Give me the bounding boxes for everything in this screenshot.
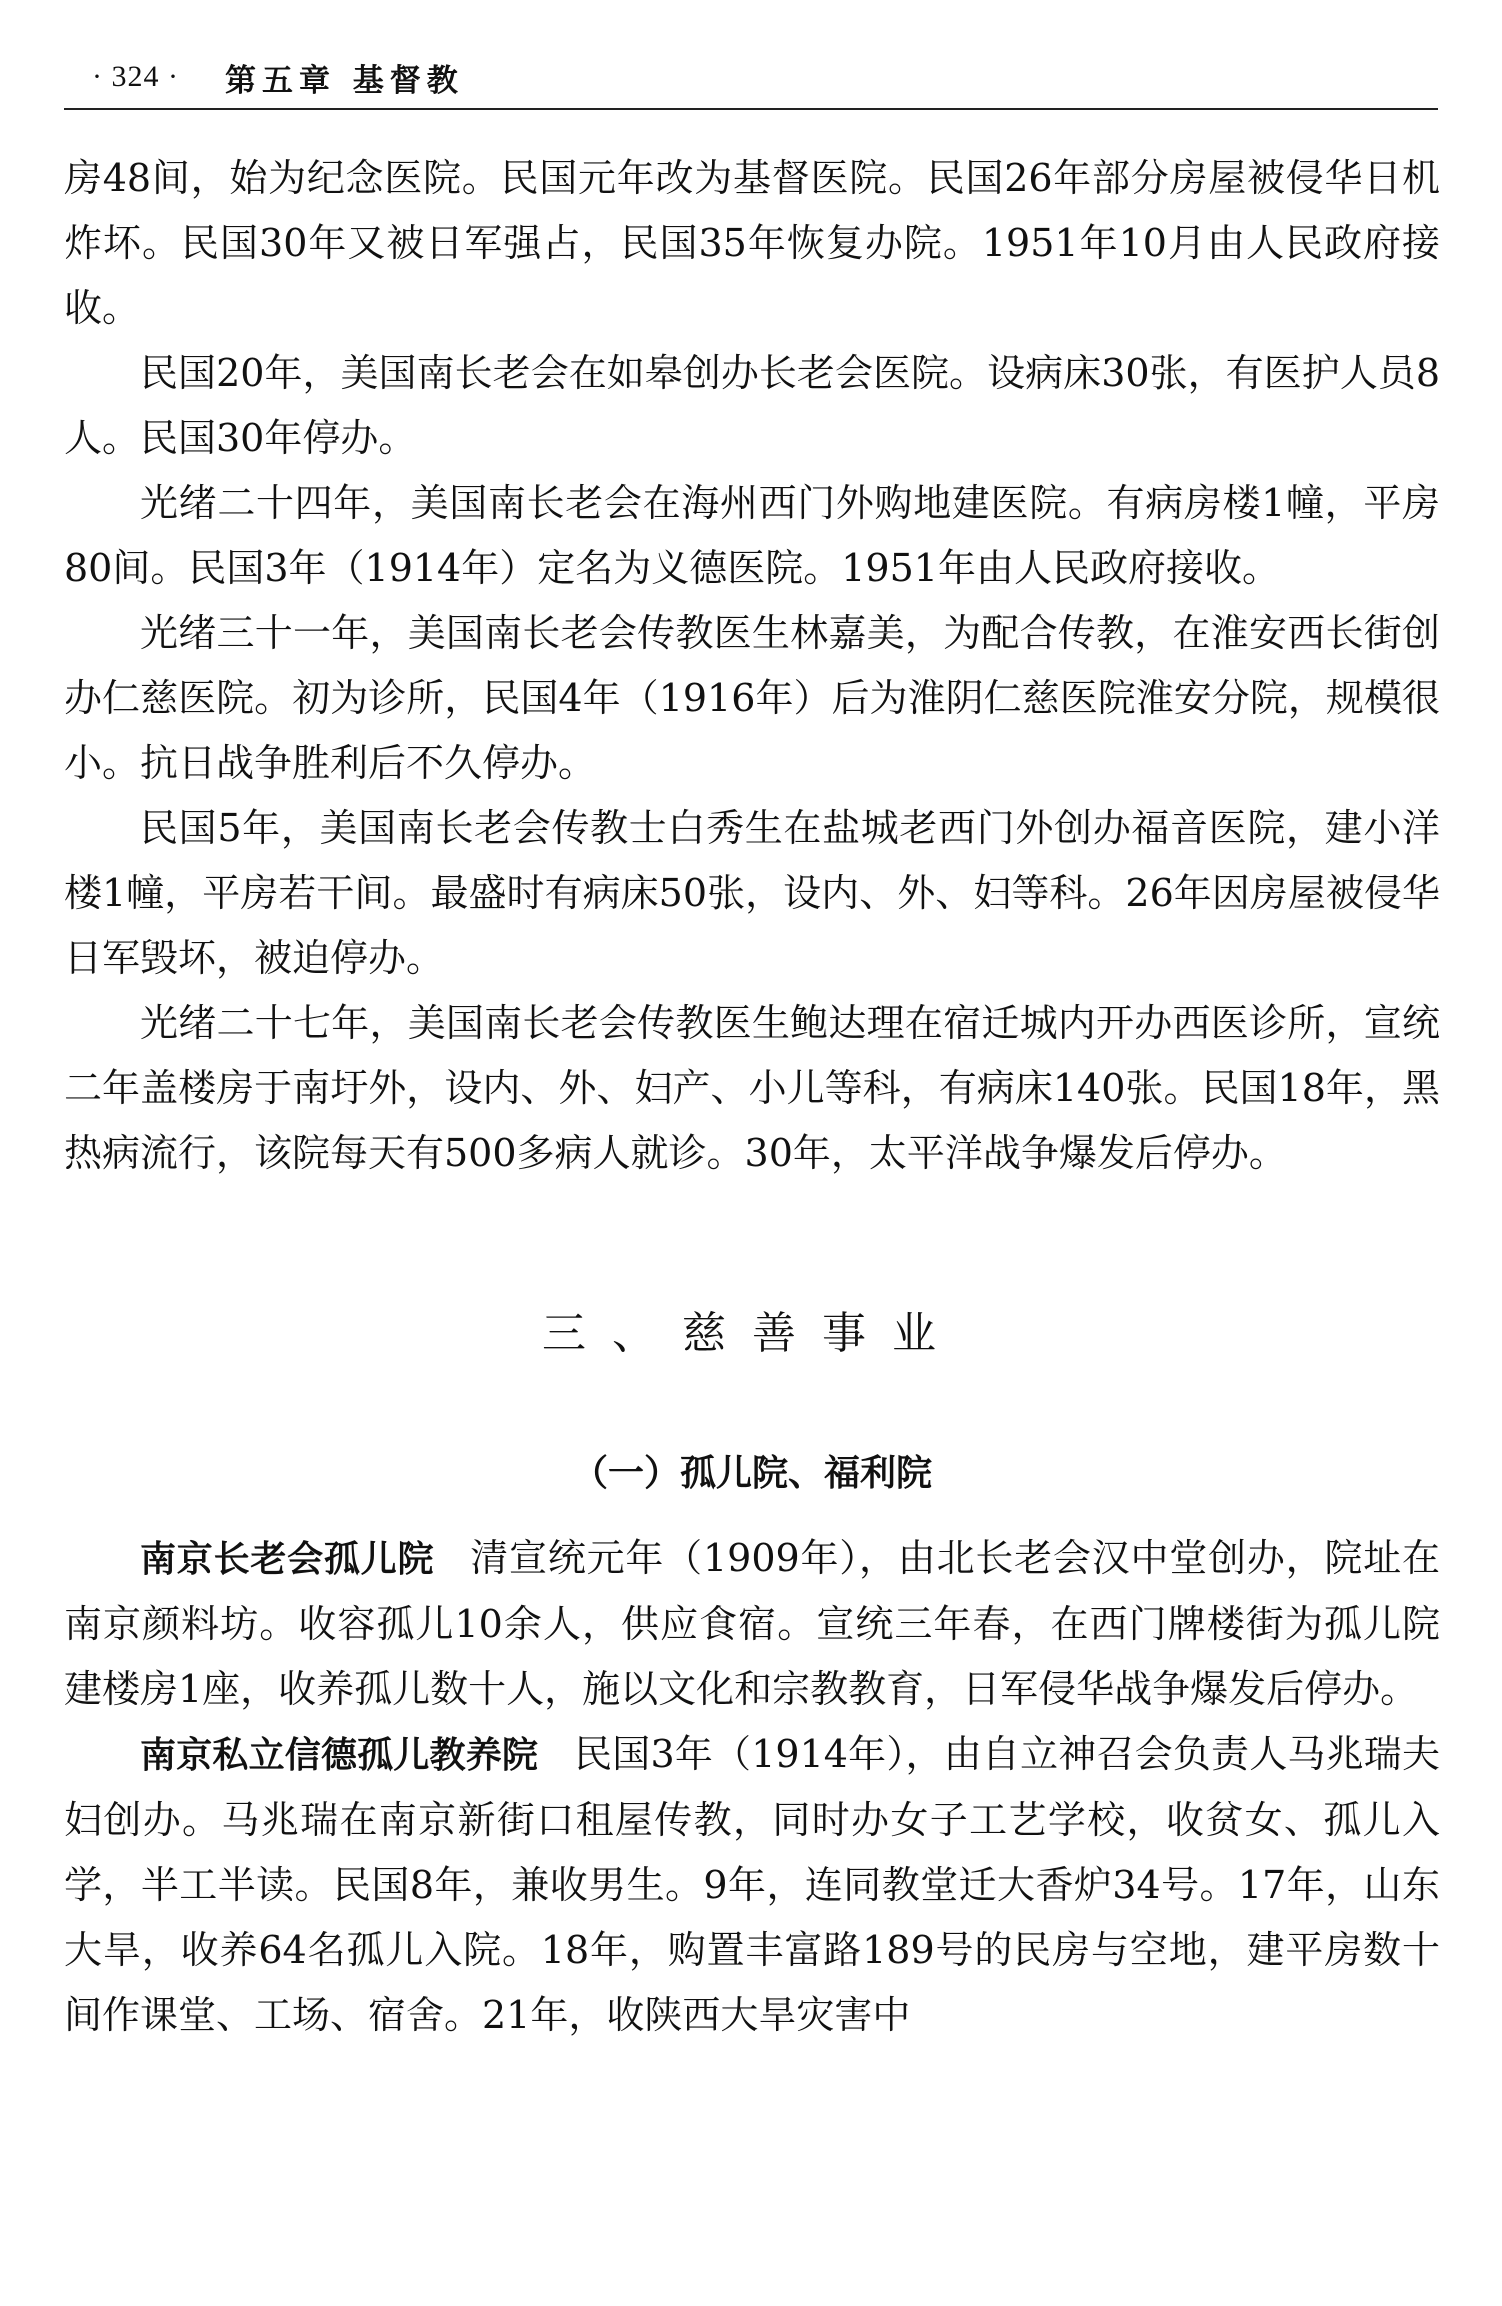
entry-nanjing-presbyterian-orphanage [64, 1526, 1440, 1722]
paragraph-haizhou-hospital: 光绪二十四年，美国南长老会在海州西门外购地建医院。有病房楼1幢，平房80间。民国3年（1914年）定名为义德医院。1951年由人民政府接收。 [64, 481, 1440, 590]
entry-text: 清宣统元年（1909年），由北长老会汉中堂创办，院址在南京颜料坊。收容孤儿10余人，供应食宿。宣统三年春，在西门牌楼街为孤儿院建楼房1座，收养孤儿数十人，施以文化和宗教教育，日军侵华战争爆发后停办。 [64, 1536, 1440, 1711]
paragraph-continued: 房48间，始为纪念医院。民国元年改为基督医院。民国26年部分房屋被侵华日机炸坏。民国30年又被日军强占，民国35年恢复办院。1951年10月由人民政府接收。 [64, 156, 1440, 330]
entry-heading: 南京私立信德孤儿教养院 [140, 1735, 539, 1776]
paragraph-yancheng-hospital: 民国5年，美国南长老会传教士白秀生在盐城老西门外创办福音医院，建小洋楼1幢，平房若干间。最盛时有病床50张，设内、外、妇等科。26年因房屋被侵华日军毁坏，被迫停办。 [64, 806, 1440, 980]
chapter-title: 第五章 基督教 [224, 62, 464, 99]
entry-nanjing-xinde-orphanage [64, 1722, 1440, 2048]
running-head [92, 52, 464, 102]
paragraph-suqian-hospital: 光绪二十七年，美国南长老会传教医生鲍达理在宿迁城内开办西医诊所，宣统二年盖楼房于南圩外，设内、外、妇产、小儿等科，有病床140张。民国18年，黑热病流行，该院每天有500多病人就诊。30年，太平洋战争爆发后停办。 [64, 1001, 1440, 1175]
header-rule [64, 108, 1438, 110]
section-title: 三、慈善事业 [542, 1308, 962, 1359]
paragraph-rugao-hospital: 民国20年，美国南长老会在如皋创办长老会医院。设病床30张，有医护人员8人。民国30年停办。 [64, 351, 1440, 460]
paragraph-huaian-hospital: 光绪三十一年，美国南长老会传教医生林嘉美，为配合传教，在淮安西长街创办仁慈医院。初为诊所，民国4年（1916年）后为淮阴仁慈医院淮安分院，规模很小。抗日战争胜利后不久停办。 [64, 611, 1440, 785]
entry-text: 民国3年（1914年），由自立神召会负责人马兆瑞夫妇创办。马兆瑞在南京新街口租屋传教，同时办女子工艺学校，收贫女、孤儿入学，半工半读。民国8年，兼收男生。9年，连同教堂迁大香炉34号。17年，山东大旱，收养64名孤儿入院。18年，购置丰富路189号的民房与空地，建平房数十间作课堂、工场、宿舍。21年，收陕西大旱灾害中 [64, 1732, 1440, 2037]
entry-heading: 南京长老会孤儿院 [140, 1539, 435, 1580]
body-text [64, 146, 1440, 2048]
page-number: · 324 · [92, 60, 179, 93]
subsection-title: （一）孤儿院、福利院 [571, 1453, 932, 1494]
